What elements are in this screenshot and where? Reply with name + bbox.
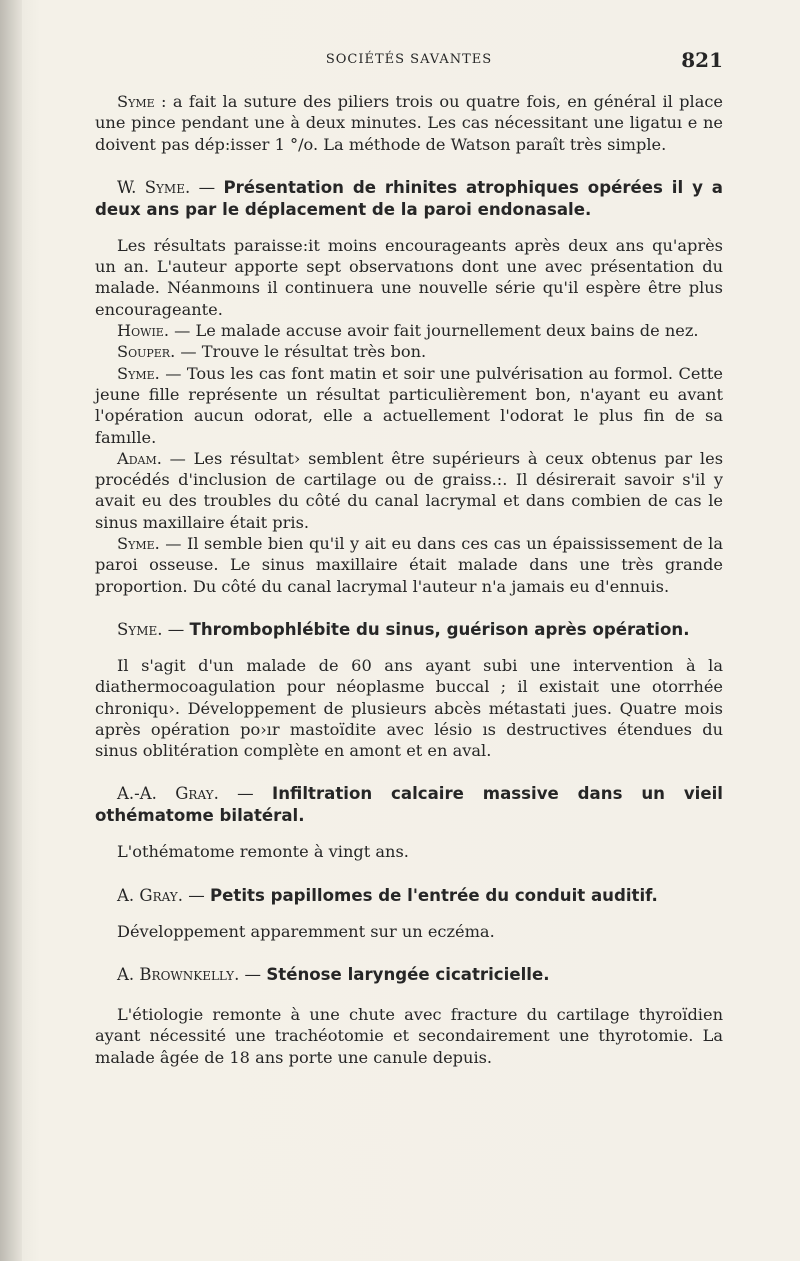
paragraph-text: . — Il semble bien qu'il y ait eu dans ces cas un épaississement de la paroi osseuse. Le sinus maxillaire était malade dans une très grande proportion. Du côté du canal lacrymal l'auteur n'a jamais eu d'ennuis. [95,534,723,596]
paragraph-syme-remark [95,91,723,155]
section-title: Thrombophlébite du sinus, guérison après opération. [189,619,690,639]
author-name: Gray [175,784,214,804]
heading-dash: . — [234,965,267,985]
speaker-name: Souper [117,342,171,362]
heading-dash: . — [157,619,190,639]
section-heading-thrombophlebite [95,619,723,641]
speaker-name: Syme [117,534,155,554]
paragraph-text: : a fait la suture des piliers trois ou quatre fois, en général il place une pince pendant une à deux minutes. Les cas nécessitant une ligatuı e ne doivent pas dép:isser 1 °/o. La méthode de Watson paraît très simple. [95,92,723,154]
section-body-papillomes: Développement apparemment sur un eczéma. [117,921,495,941]
section-title: Sténose laryngée cicatricielle. [266,965,550,985]
running-title: SOCIÉTÉS SAVANTES [325,52,493,67]
author-name: Syme [144,177,185,197]
section-body-thrombophlebite: Il s'agit d'un malade de 60 ans ayant subi une intervention à la diathermocoagulation pour néoplasme buccal ; il existait une otorrhée chroniqu›. Développement de plusieurs abcès métastati jues. Quatre mois après opération po›ır mastoïdite avec lésio ıs destructives étendues du sinus oblitération complète en amont et en aval. [95,655,723,761]
paragraph-text: . — Tous les cas font matin et soir une pulvérisation au formol. Cette jeune fille représente un résultat particulièrement bon, n'ayant eu avant l'opération aucun odorat, elle a actuellement l'odorat le plus fin de sa famılle. [95,363,723,447]
section-title: Présentation de rhinites atrophiques opérées il y a deux ans par le déplacement de la paroi endonasale. [95,177,723,219]
page-body [95,91,723,1068]
author-initial: W. [117,177,145,197]
speaker-name: Howie [117,321,164,341]
author-initial: A. [117,965,140,985]
speaker-name: Adam [117,448,157,468]
section-title: Infiltration calcaire massive dans un vieil othématome bilatéral. [95,784,723,826]
binding-gutter [0,0,22,1261]
paragraph-text: . — Les résultat› semblent être supérieurs à ceux obtenus par les procédés d'inclusion de cartilage ou de graiss.:. Il désirerait savoir s'il y avait eu des troubles du côté du canal lacrymal et dans combien de cas le sinus maxillaire était pris. [95,448,723,532]
speaker-name: Syme [117,363,155,383]
page-number: 821 [681,48,723,72]
section-heading-papillomes [95,885,723,907]
discussion-howie [95,320,723,341]
heading-dash: . — [184,177,224,197]
section-heading-rhinites [95,177,723,221]
author-name: Gray [139,885,178,905]
discussion-adam [95,448,723,533]
author-name: Syme [117,619,158,639]
author-initial: A.-A. [117,784,176,804]
discussion-syme-2 [95,533,723,597]
section-body-othematome: L'othématome remonte à vingt ans. [117,842,409,862]
heading-dash: . — [177,885,210,905]
section-body-stenose: L'étiologie remonte à une chute avec fracture du cartilage thyroïdien ayant nécessité une trachéotomie et secondairement une thyrotomie. La malade âgée de 18 ans porte une canule depuis. [95,1005,723,1067]
section-heading-othematome [95,783,723,827]
paragraph-text: . — Le malade accuse avoir fait journellement deux bains de nez. [163,321,699,341]
section-body-rhinites: Les résultats paraisse:it moins encourageants après deux ans qu'après un an. L'auteur apporte sept observatıons dont une avec présentation du malade. Néanmoıns il continuera une nouvelle série qu'il espère être plus encourageante. [95,235,723,319]
section-heading-stenose [95,964,723,986]
page-header [95,48,723,72]
author-name: Brownkelly [139,965,235,985]
heading-dash: . — [213,784,273,804]
speaker-name: Syme [117,92,155,111]
discussion-syme [95,363,723,448]
section-title: Petits papillomes de l'entrée du conduit auditif. [209,885,658,905]
paragraph-text: . — Trouve le résultat très bon. [170,342,427,362]
author-initial: A. [117,885,140,905]
discussion-souper [95,341,723,362]
